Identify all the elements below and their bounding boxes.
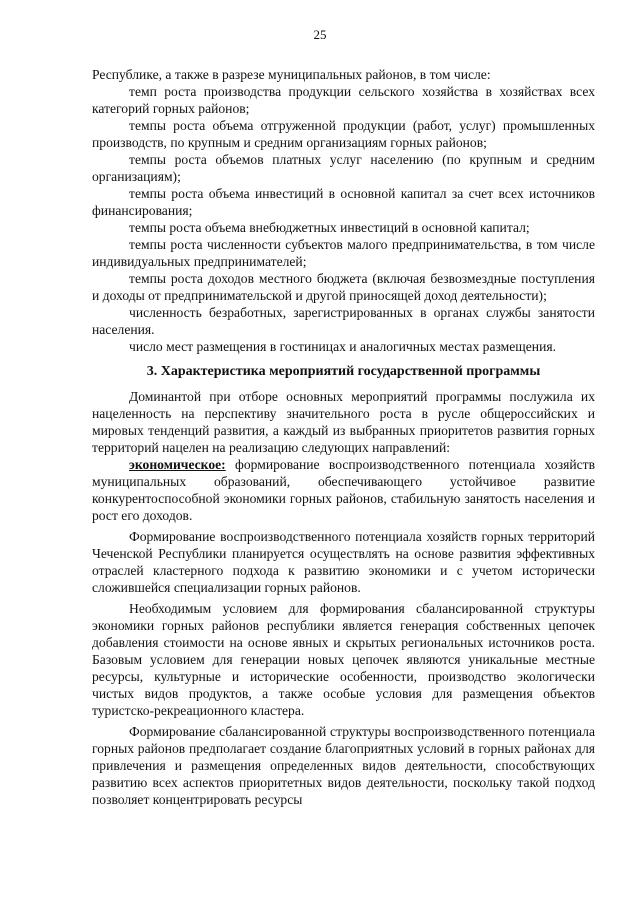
page-number: 25 bbox=[313, 27, 327, 42]
indicator-item: темп роста производства продукции сельского хозяйства в хозяйствах всех категорий горных районов; bbox=[92, 84, 595, 116]
indicator-item: число мест размещения в гостиницах и аналогичных местах размещения. bbox=[129, 339, 557, 354]
intro-paragraph: Республике, а также в разрезе муниципальных районов, в том числе: bbox=[92, 67, 491, 82]
economic-text: формирование воспроизводственного потенциала хозяйств муниципальных образований, обеспечивающего устойчивое развитие конкурентоспособной экономики горных районов, стабильную занятость населения и рост его доходов. bbox=[92, 457, 595, 523]
page-content bbox=[92, 66, 595, 808]
section-heading: 3. Характеристика мероприятий государственной программы bbox=[146, 364, 541, 379]
economic-label: экономическое: bbox=[129, 457, 226, 472]
indicator-item: темпы роста объемов платных услуг населению (по крупным и средним организациям); bbox=[92, 152, 595, 184]
body-paragraph: Доминантой при отборе основных мероприятий программы послужила их нацеленность на перспективу значительного роста в русле общероссийских и мировых тенденций развития, а каждый из выбранных приоритетов развития горных территорий нацелен на реализацию следующих направлений: bbox=[92, 389, 595, 455]
body-paragraph: Формирование сбалансированной структуры воспроизводственного потенциала горных районов предполагает создание благоприятных условий в горных районах для привлечения и размещения определенных видов деятельности, способствующих развитию всех аспектов приоритетных видов деятельности, поскольку такой подход позволяет концентрировать ресурсы bbox=[92, 724, 595, 807]
body-paragraph: Формирование воспроизводственного потенциала хозяйств горных территорий Чеченской Республики планируется осуществлять на основе развития эффективных отраслей кластерного подхода к развитию экономики и с учетом исторически сложившейся специализации горных районов. bbox=[92, 529, 595, 595]
indicator-item: темпы роста объема отгруженной продукции (работ, услуг) промышленных производств, по крупным и средним организациям горных районов; bbox=[92, 118, 595, 150]
indicator-item: численность безработных, зарегистрированных в органах службы занятости населения. bbox=[92, 305, 595, 337]
indicator-item: темпы роста доходов местного бюджета (включая безвозмездные поступления и доходы от предпринимательской и другой приносящей доход деятельности); bbox=[92, 271, 595, 303]
body-paragraph: Необходимым условием для формирования сбалансированной структуры экономики горных районов республики является генерация собственных цепочек добавления стоимости на основе явных и скрытых региональных источников роста. Базовым условием для генерации новых цепочек являются уникальные местные ресурсы, культурные и исторические особенности, производство экологически чистых видов продуктов, а также особые условия для размещения объектов туристско-рекреационного кластера. bbox=[92, 601, 595, 718]
economic-direction-paragraph bbox=[92, 456, 595, 524]
indicator-item: темпы роста численности субъектов малого предпринимательства, в том числе индивидуальных предпринимателей; bbox=[92, 237, 595, 269]
indicator-item: темпы роста объема внебюджетных инвестиций в основной капитал; bbox=[129, 220, 530, 235]
indicator-item: темпы роста объема инвестиций в основной капитал за счет всех источников финансирования; bbox=[92, 186, 595, 218]
